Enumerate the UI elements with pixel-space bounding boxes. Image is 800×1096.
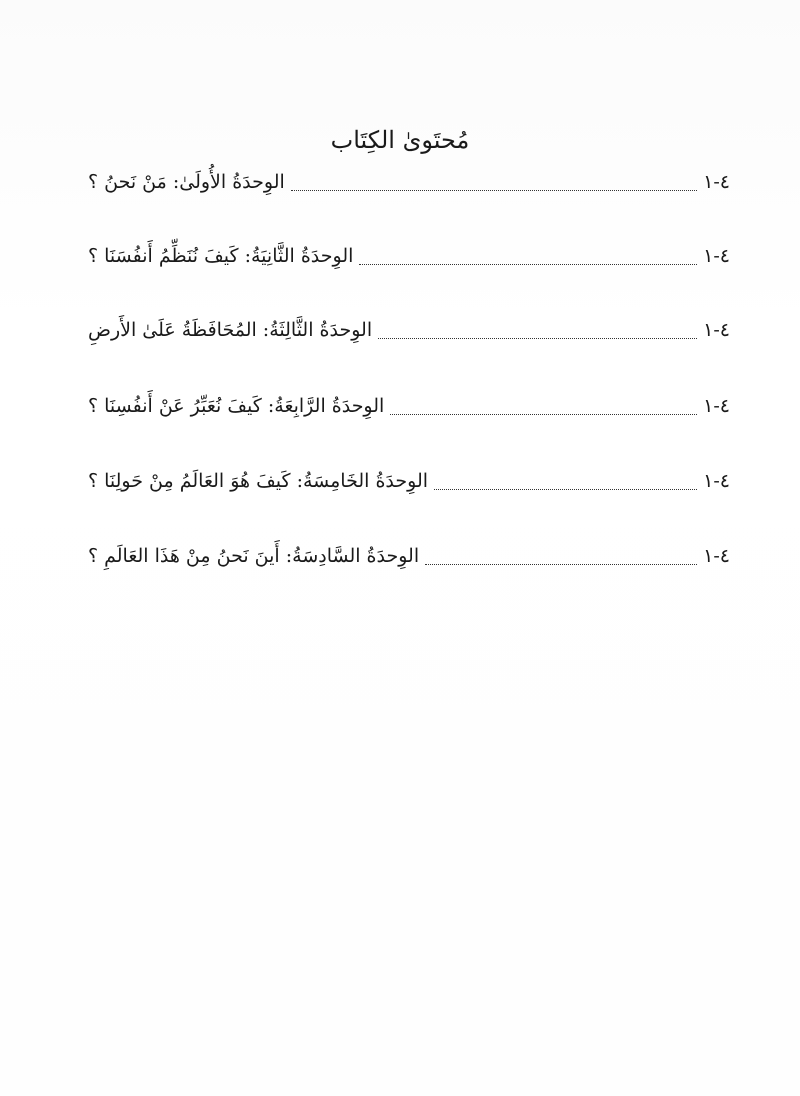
toc-entry-title: الوِحدَةُ الرَّابِعَةُ: كَيفَ نُعَبِّرُ عَنْ أَنفُسِنَا ؟: [88, 395, 385, 417]
toc-entry: [88, 312, 730, 348]
toc-dot-leader: [434, 488, 697, 490]
toc-entry-title: الوِحدَةُ الثَّالِثَةُ: المُحَافَظَةُ عَلَىٰ الأَرضِ: [88, 319, 373, 341]
toc-entry: [88, 463, 730, 499]
toc-entry: [88, 164, 730, 200]
toc-dot-leader: [378, 337, 697, 339]
toc-dot-leader: [390, 413, 697, 415]
toc-entry-pages: ٤-١: [703, 545, 730, 567]
toc-dot-leader: [291, 189, 697, 191]
toc-entry-title: الوِحدَةُ الأُولَىٰ: مَنْ نَحنُ ؟: [88, 171, 285, 193]
toc-entry-pages: ٤-١: [703, 395, 730, 417]
toc-dot-leader: [359, 263, 697, 265]
toc-entry-title: الوِحدَةُ الخَامِسَةُ: كَيفَ هُوَ العَالَمُ مِنْ حَولِنَا ؟: [88, 470, 429, 492]
toc-entry: [88, 238, 730, 274]
toc-entry: [88, 388, 730, 424]
toc-entry-pages: ٤-١: [703, 171, 730, 193]
toc-entry-pages: ٤-١: [703, 245, 730, 267]
toc-entry: [88, 538, 730, 574]
toc-entry-title: الوِحدَةُ الثَّانِيَةُ: كَيفَ نُنَظِّمُ أَنفُسَنَا ؟: [88, 245, 354, 267]
toc-dot-leader: [425, 563, 697, 565]
page-title: مُحتَوىٰ الكِتَاب: [330, 126, 470, 154]
toc-entry-pages: ٤-١: [703, 470, 730, 492]
toc-entry-title: الوِحدَةُ السَّادِسَةُ: أَينَ نَحنُ مِنْ هَذَا العَالَمِ ؟: [88, 545, 420, 567]
toc-entry-pages: ٤-١: [703, 319, 730, 341]
